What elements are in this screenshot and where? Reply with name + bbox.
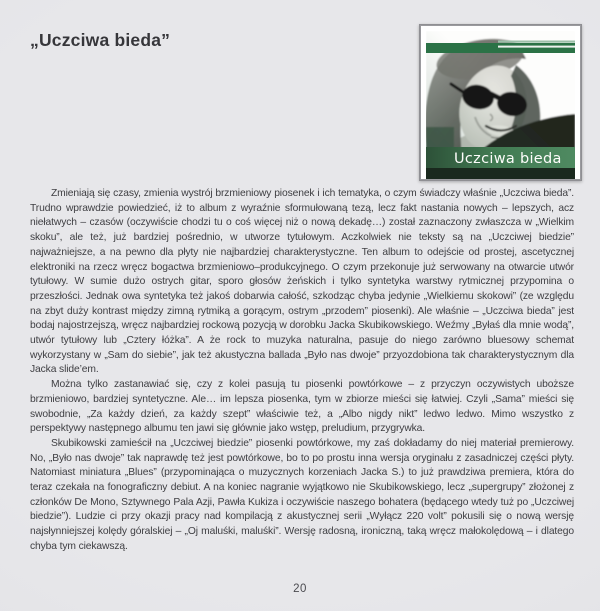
article-paragraph-1: Zmieniają się czasy, zmienia wystrój brzmieniowy piosenek i ich tematyka, o czym świadczy właśnie „Uczciwa bieda”. Trudno wprawdzie powiedzieć, iż to album z wyraźnie sformułowaną tezą, lecz fakt nastania nowych – lepszych, acz niełatwych – czasów (oczywiście chodzi tu o coś więcej niż o nową dekadę…) został zaznaczony zwłaszcza w „Wielkim skoku”, ale też, już bardziej pośrednio, w utworze tytułowym. Aczkolwiek nie teksty są na „Uczciwej biedzie” najważniejsze, a na pewno dla płyty nie najbardziej charakterystyczne. Ten album to odejście od prostej, ascetycznej elektroniki na rzecz wręcz bogactwa brzmieniowo–produkcyjnego. O czym przekonuje już serwowany na otwarcie utwór tytułowy. W sumie dużo ostrych gitar, sporo głosów żeńskich i tylko syntetyka warstwy rytmicznej przypomina o przeszłości. Jednak owa syntetyka też jakoś dobarwia całość, szkodząc chyba jedynie „Wielkiemu skokowi” (ze względu na zbyt duży kontrast między zimną rytmiką a gorącym, ostrym „przodem” piosenki). Ale właśnie – „Uczciwa bieda” jest bodaj najostrzejszą, wręcz najbardziej rockową pozycją w dorobku Jacka Skubikowskiego. Weźmy „Byłaś dla mnie wodą”, utwór tytułowy lub „Cztery łóżka”. A że rock to muzyka naturalna, pasuje do niego zarówno bluesowy schemat wykorzystany w „Sam do siebie”, jak też akustyczna ballada „Było nas dwoje” przyozdobiona tak charakterystycznym dla Jacka slide’em. <box>30 188 574 376</box>
cover-title-band <box>426 147 575 168</box>
album-cover-image <box>419 24 582 181</box>
album-cover-art <box>420 25 581 180</box>
article-paragraph-3: Skubikowski zamieścił na „Uczciwej biedzie” piosenki powtórkowe, my zaś dokładamy do niej materiał premierowy. No, „Było nas dwoje” tak naprawdę też jest powtórkowe, bo to po prostu inna wersja oryginału z zasadniczej części płyty. Natomiast miniatura „Blues” (przypominająca o muzycznych korzeniach Jacka S.) to już prawdziwa premiera, która do teraz czekała na fonograficzny debiut. A na koniec nagranie wyjątkowo nie Skubikowskiego, lecz „supergrupy” złożonej z członków De Mono, Sztywnego Pala Azji, Pawła Kukiza i oczywiście naszego bohatera (będącego wtedy tuż po „Uczciwej biedzie”). Ludzie ci przy okazji pracy nad kompilacją z akustycznej serii „Wyłącz 220 volt” pokusili się o nową wersję najsłynniejszej kolędy góralskiej – „Oj maluśki, maluśki”. Wersję radosną, ironiczną, taką wręcz małokolędową – i dlatego chyba tym ciekawszą. <box>30 437 574 552</box>
cover-caption: Uczciwa bieda <box>454 151 562 167</box>
page-number: 20 <box>293 583 307 595</box>
article-text <box>30 187 574 555</box>
article-paragraph-2: Można tylko zastanawiać się, czy z kolei pasują tu piosenki powtórkowe – z przyczyn oczywistych uboższe brzmieniowo, bardziej syntetyczne. Ale… im lepsza piosenka, tym w zbiorze mieści się łatwiej. Czyli „Sama” mieści się swobodnie, „Za każdy dzień, za każdy szept” właściwie też, a „Albo nigdy nikt” ledwo ledwo. Mimo wszystko z perspektywy następnego albumu ten jawi się głównie jako wstęp, preludium, przygrywka. <box>30 379 574 435</box>
page-title: „Uczciwa bieda” <box>30 30 171 50</box>
cover-bottom-strip <box>426 168 575 180</box>
